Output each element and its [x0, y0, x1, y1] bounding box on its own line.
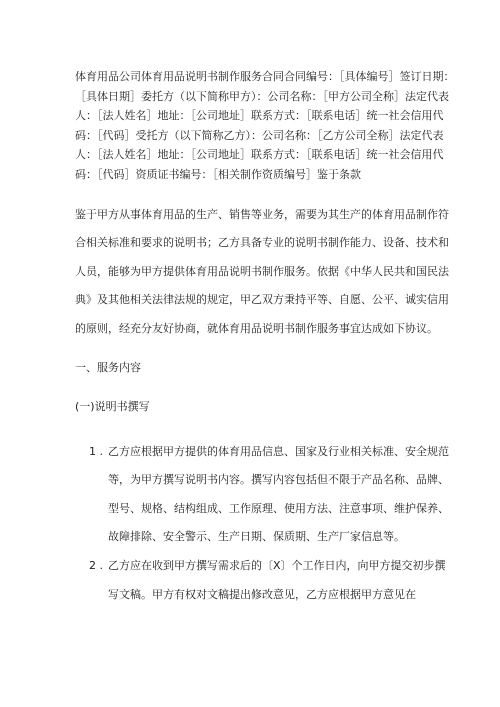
clause-list — [75, 438, 456, 610]
list-item — [75, 552, 456, 609]
subsection-heading: (一)说明书撰写 — [75, 399, 150, 413]
section-heading: 一、服务内容 — [75, 360, 141, 374]
contract-header: 体育用品公司体育用品说明书制作服务合同合同编号：［具体编号］签订日期：［具体日期］委托方（以下简称甲方）：公司名称：［甲方公司全称］法定代表人：［法人姓名］地址：［公司地址］联系方式：［联系电话］统一社会信用代码：［代码］受托方（以下简称乙方）：公司名称：［乙方公司全称］法定代表人：［法人姓名］地址：［公司地址］联系方式：［联系电话］统一社会信用代码：［代码］资质证书编号：［相关制作资质编号］鉴于条款 — [75, 70, 455, 181]
intro-paragraph: 鉴于甲方从事体育用品的生产、销售等业务，需要为其生产的体育用品制作符合相关标准和要求的说明书；乙方具备专业的说明书制作能力、设备、技术和人员，能够为甲方提供体育用品说明书制作服务。依据《中华人民共和国民法典》及其他相关法律法规的规定，甲乙双方秉持平等、自愿、公平、诚实信用的原则，经充分友好协商，就体育用品说明书制作服务事宜达成如下协议。 — [75, 207, 449, 335]
list-item-text: 乙方应根据甲方提供的体育用品信息、国家及行业相关标准、安全规范等，为甲方撰写说明书内容。撰写内容包括但不限于产品名称、品牌、型号、规格、结构组成、工作原理、使用方法、注意事项、维护保养、故障排除、安全警示、生产日期、保质期、生产厂家信息等。 — [108, 444, 449, 544]
list-item — [75, 438, 456, 552]
list-item-number: 1 . — [89, 444, 103, 458]
list-item-text: 乙方应在收到甲方撰写需求后的〔X〕个工作日内，向甲方提交初步撰写文稿。甲方有权对文稿提出修改意见，乙方应根据甲方意见在 — [108, 558, 446, 601]
list-item-number: 2 . — [89, 558, 103, 572]
